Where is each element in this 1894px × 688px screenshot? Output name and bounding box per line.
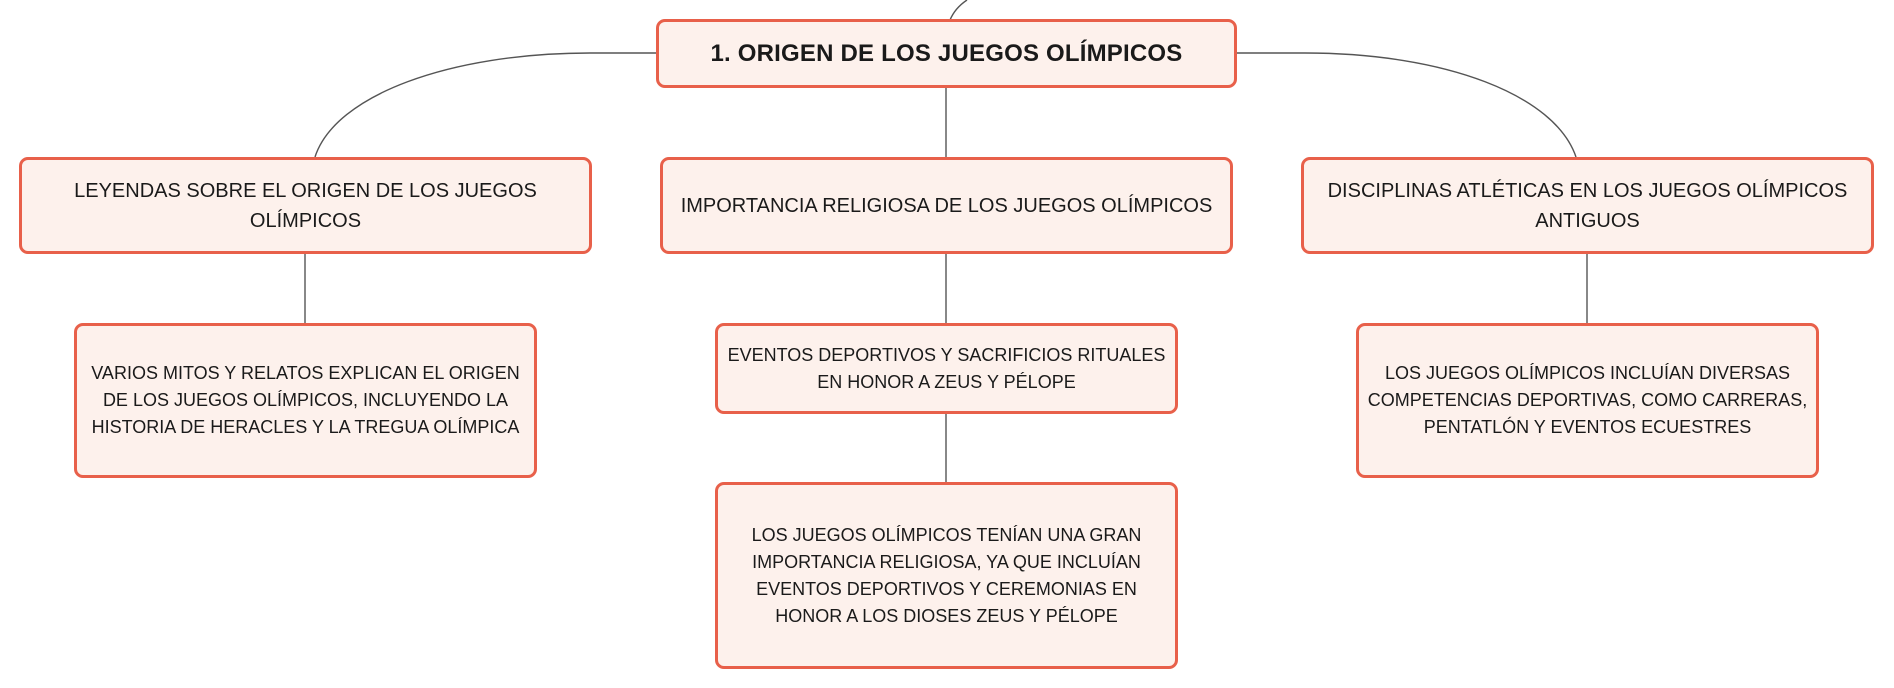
leaf-topic-competencias[interactable]	[1356, 323, 1819, 478]
leaf-topic-label: EVENTOS DEPORTIVOS Y SACRIFICIOS RITUALES EN HONOR A ZEUS Y PÉLOPE	[727, 344, 1166, 392]
leaf-topic-importancia-detalle[interactable]	[715, 482, 1178, 669]
connector-root-to-branch-1	[315, 53, 658, 157]
branch-topic-leyendas[interactable]	[19, 157, 592, 254]
branch-topic-importancia-religiosa[interactable]	[660, 157, 1233, 254]
branch-topic-disciplinas[interactable]	[1301, 157, 1874, 254]
connector-parent-to-root	[950, 0, 967, 20]
branch-topic-label: LEYENDAS SOBRE EL ORIGEN DE LOS JUEGOS OLÍMPICOS	[74, 179, 537, 232]
branch-topic-label: DISCIPLINAS ATLÉTICAS EN LOS JUEGOS OLÍMPICOS ANTIGUOS	[1327, 179, 1848, 232]
root-topic[interactable]	[656, 19, 1237, 88]
leaf-topic-eventos-sacrificios[interactable]	[715, 323, 1178, 414]
leaf-topic-label: VARIOS MITOS Y RELATOS EXPLICAN EL ORIGEN DE LOS JUEGOS OLÍMPICOS, INCLUYENDO LA HISTORIA DE HERACLES Y LA TREGUA OLÍMPICA	[91, 363, 520, 437]
root-topic-label: 1. ORIGEN DE LOS JUEGOS OLÍMPICOS	[710, 39, 1183, 67]
connector-root-to-branch-3	[1235, 53, 1576, 157]
leaf-topic-mitos[interactable]	[74, 323, 537, 478]
branch-topic-label: IMPORTANCIA RELIGIOSA DE LOS JUEGOS OLÍMPICOS	[680, 194, 1213, 217]
leaf-topic-label: LOS JUEGOS OLÍMPICOS TENÍAN UNA GRAN IMPORTANCIA RELIGIOSA, YA QUE INCLUÍAN EVENTOS DEPORTIVOS Y CEREMONIAS EN HONOR A LOS DIOSES ZEUS Y PÉLOPE	[751, 524, 1142, 626]
leaf-topic-label: LOS JUEGOS OLÍMPICOS INCLUÍAN DIVERSAS COMPETENCIAS DEPORTIVAS, COMO CARRERAS, PENTATLÓN Y EVENTOS ECUESTRES	[1367, 363, 1808, 437]
